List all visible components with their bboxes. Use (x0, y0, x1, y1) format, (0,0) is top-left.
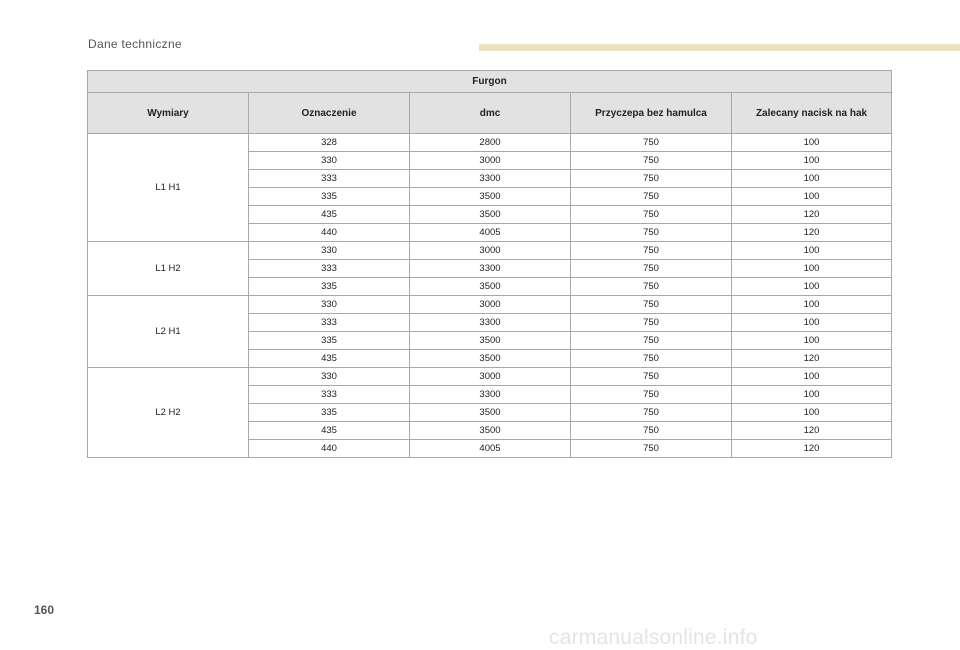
table-cell: 120 (732, 440, 892, 458)
column-header: Oznaczenie (249, 93, 410, 134)
table-cell: 435 (249, 350, 410, 368)
table-cell: 333 (249, 314, 410, 332)
table-cell: 120 (732, 206, 892, 224)
table-cell: 750 (571, 278, 732, 296)
table-cell: 440 (249, 224, 410, 242)
table-cell: 120 (732, 224, 892, 242)
table-cell: 750 (571, 350, 732, 368)
table-cell: 100 (732, 134, 892, 152)
table-row (88, 296, 892, 314)
table-cell: 120 (732, 422, 892, 440)
table-cell: 3500 (410, 206, 571, 224)
table-cell: 3500 (410, 332, 571, 350)
table-cell: 750 (571, 296, 732, 314)
table-cell: 3000 (410, 152, 571, 170)
table-cell: 330 (249, 242, 410, 260)
table-cell: 750 (571, 422, 732, 440)
table-cell: 750 (571, 314, 732, 332)
table-title-row (88, 71, 892, 93)
table-cell: 3000 (410, 242, 571, 260)
table-cell: 3300 (410, 314, 571, 332)
dimension-group-label: L2 H1 (88, 296, 249, 368)
table-cell: 435 (249, 422, 410, 440)
table-cell: 100 (732, 332, 892, 350)
table-header-row (88, 93, 892, 134)
table-cell: 330 (249, 152, 410, 170)
towing-spec-table (87, 70, 892, 458)
table-cell: 3000 (410, 296, 571, 314)
table-cell: 3000 (410, 368, 571, 386)
table-cell: 335 (249, 278, 410, 296)
table-cell: 100 (732, 296, 892, 314)
table-cell: 750 (571, 386, 732, 404)
table-cell: 3500 (410, 404, 571, 422)
table-cell: 335 (249, 404, 410, 422)
table-cell: 750 (571, 134, 732, 152)
table-cell: 3500 (410, 350, 571, 368)
table-cell: 335 (249, 332, 410, 350)
table-cell: 100 (732, 278, 892, 296)
table-cell: 100 (732, 404, 892, 422)
table-cell: 100 (732, 188, 892, 206)
column-header: Zalecany nacisk na hak (732, 93, 892, 134)
table-cell: 750 (571, 206, 732, 224)
table-cell: 3300 (410, 260, 571, 278)
section-header-bar (479, 44, 960, 51)
table-cell: 333 (249, 260, 410, 278)
table-cell: 100 (732, 152, 892, 170)
table-cell: 750 (571, 152, 732, 170)
table-cell: 120 (732, 350, 892, 368)
table-cell: 335 (249, 188, 410, 206)
table-cell: 328 (249, 134, 410, 152)
table-title: Furgon (88, 71, 892, 93)
table-cell: 440 (249, 440, 410, 458)
dimension-group-label: L1 H2 (88, 242, 249, 296)
table-row (88, 242, 892, 260)
table-cell: 330 (249, 296, 410, 314)
table-cell: 750 (571, 368, 732, 386)
table-cell: 333 (249, 386, 410, 404)
table-cell: 750 (571, 242, 732, 260)
table-cell: 750 (571, 440, 732, 458)
table-cell: 4005 (410, 440, 571, 458)
section-title: Dane techniczne (88, 37, 182, 51)
table-cell: 435 (249, 206, 410, 224)
table-cell: 3500 (410, 422, 571, 440)
dimension-group-label: L2 H2 (88, 368, 249, 458)
table-cell: 750 (571, 332, 732, 350)
column-header: Przyczepa bez hamulca (571, 93, 732, 134)
table-body (88, 134, 892, 458)
table-cell: 330 (249, 368, 410, 386)
table-cell: 750 (571, 404, 732, 422)
table-cell: 100 (732, 242, 892, 260)
watermark: carmanualsonline.info (549, 626, 758, 649)
table-cell: 100 (732, 170, 892, 188)
table-cell: 750 (571, 260, 732, 278)
table-cell: 750 (571, 170, 732, 188)
table-cell: 3500 (410, 188, 571, 206)
table-cell: 4005 (410, 224, 571, 242)
dimension-group-label: L1 H1 (88, 134, 249, 242)
table-cell: 100 (732, 386, 892, 404)
table-row (88, 134, 892, 152)
column-header: Wymiary (88, 93, 249, 134)
table-row (88, 368, 892, 386)
table-cell: 333 (249, 170, 410, 188)
table-cell: 750 (571, 188, 732, 206)
table-cell: 100 (732, 368, 892, 386)
table-cell: 3300 (410, 386, 571, 404)
column-header: dmc (410, 93, 571, 134)
table-cell: 750 (571, 224, 732, 242)
page-number: 160 (34, 603, 55, 617)
table-cell: 3500 (410, 278, 571, 296)
table-cell: 100 (732, 314, 892, 332)
table-cell: 3300 (410, 170, 571, 188)
table-cell: 2800 (410, 134, 571, 152)
table-cell: 100 (732, 260, 892, 278)
